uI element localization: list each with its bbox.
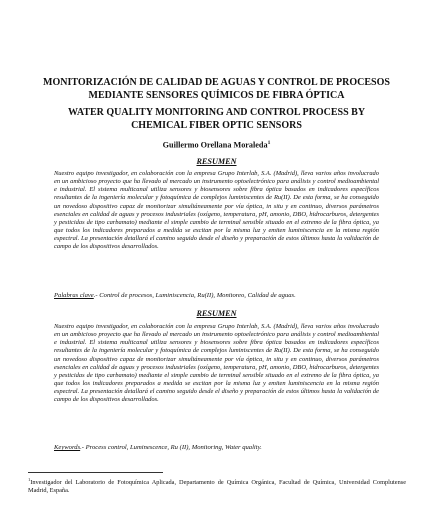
footnote-text: Investigador del Laboratorio de Fotoquímica Aplicada, Departamento de Química Orgánica, Facultad de Química, Universidad Complutense Madrid, España. [28,479,406,495]
author-footnote-mark: 1 [267,140,271,146]
resumen-heading-2: RESUMEN [196,309,237,318]
keywords-label-2: Keywords [54,444,81,451]
author-name: Guillermo Orellana Moraleda [162,140,268,150]
footnote-mark: 1 [28,477,31,482]
keywords-line-1 [54,292,379,299]
title-spanish: MONITORIZACIÓN DE CALIDAD DE AGUAS Y CONTROL DE PROCESOS MEDIANTE SENSORES QUÍMICOS DE FIBRA ÓPTICA [43,77,390,101]
keywords-text-1: .- Control de procesos, Luminiscencia, Ru(II), Monitoreo, Calidad de aguas. [93,292,296,299]
footnote-divider [28,472,163,473]
title-english: WATER QUALITY MONITORING AND CONTROL PROCESS BY CHEMICAL FIBER OPTIC SENSORS [67,107,366,131]
abstract-paragraph-1: Nuestro equipo investigador, en colaboración con la empresa Grupo Interlab, S.A. (Madrid), lleva varios años involucrado en un ambicioso proyecto que ha llevado al mercado un instrumento optoelectrónico para análisis y control medioambiental e industrial. El sistema multicanal utiliza sensores y biosensores sobre fibra óptica basados en indicadores específicos resultantes de la ingeniería molecular y fotoquímica de complejos luminiscentes de Ru(II). De esta forma, se ha conseguido un novedoso dispositivo capaz de monitorizar simultáneamente por vía óptica, in situ y en continuo, diversos parámetros esenciales en calidad de aguas y procesos industriales (oxígeno, temperatura, pH, amonio, DBO, hidrocarburos, detergentes y pesticidas de tipo carbamato) mediante el simple cambio de terminal sensible situado en el extremo de la fibra óptica, ya que todos los indicadores preparados a medida se excitan por la misma luz y emiten luminiscencia en la misma región espectral. La presentación detallará el camino seguido desde el diseño y preparación de estos últimos hasta la validación de campo de los dispositivos desarrollados. [54,170,379,251]
resumen-heading-1: RESUMEN [196,157,237,166]
keywords-line-2 [54,444,379,451]
abstract-paragraph-2: Nuestro equipo investigador, en colaboración con la empresa Grupo Interlab, S.A. (Madrid), lleva varios años involucrado en un ambicioso proyecto que ha llevado al mercado un instrumento optoelectrónico para análisis y control medioambiental e industrial. El sistema multicanal utiliza sensores y biosensores sobre fibra óptica basados en indicadores específicos resultantes de la ingeniería molecular y fotoquímica de complejos luminiscentes de Ru(II). De esta forma, se ha conseguido un novedoso dispositivo capaz de monitorizar simultáneamente por vía óptica, in situ y en continuo, diversos parámetros esenciales en calidad de aguas y procesos industriales (oxígeno, temperatura, pH, amonio, DBO, hidrocarburos, detergentes y pesticidas de tipo carbamato) mediante el simple cambio de terminal sensible situado en el extremo de la fibra óptica, ya que todos los indicadores preparados a medida se excitan por la misma luz y emiten luminiscencia en la misma región espectral. La presentación detallará el camino seguido desde el diseño y preparación de estos últimos hasta la validación de campo de los dispositivos desarrollados. [54,323,379,404]
author-line [0,140,433,150]
keywords-label-1: Palabras clave [54,292,94,299]
footnote [28,476,406,495]
keywords-text-2: .- Process control, Luminescence, Ru (II), Monitoring, Water quality. [80,444,262,451]
